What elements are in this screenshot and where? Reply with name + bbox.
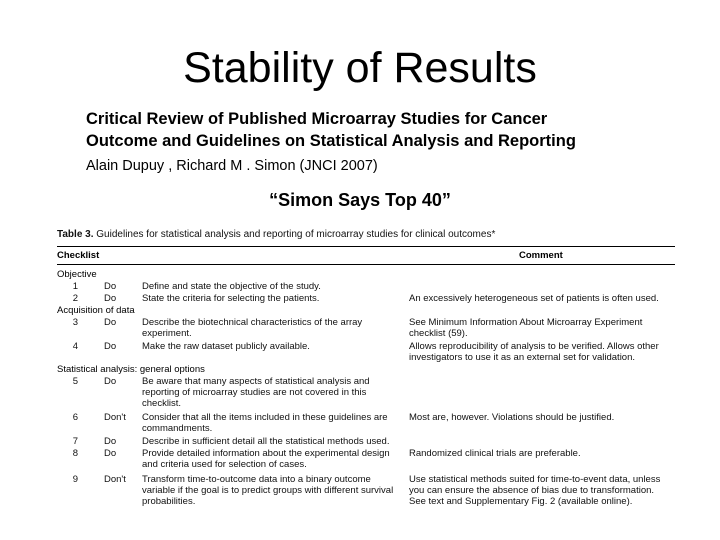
row-item: Describe in sufficient detail all the statistical methods used. — [142, 436, 390, 447]
row-comment: An excessively heterogeneous set of patients is often used. — [409, 293, 659, 304]
row-comment: See Minimum Information About Microarray Experiment checklist (59). — [409, 317, 643, 339]
slide-title: Stability of Results — [183, 44, 537, 92]
row-comment: Randomized clinical trials are preferable. — [409, 448, 581, 459]
row-item: Make the raw dataset publicly available. — [142, 341, 310, 352]
authors-citation: Alain Dupuy , Richard M . Simon (JNCI 2007) — [86, 158, 378, 174]
table-caption-text: Guidelines for statistical analysis and reporting of microarray studies for clinical outcomes* — [96, 229, 496, 240]
table-caption-label: Table 3. — [57, 229, 94, 240]
row-item: Provide detailed information about the experimental design and criteria used for selection of cases. — [142, 448, 390, 470]
row-comment: Use statistical methods suited for time-to-event data, unless you can ensure the absence of bias due to transformation. See text and Supplementary Fig. 2 (available online). — [409, 474, 661, 507]
row-number: 6 — [72, 412, 78, 423]
row-item: Define and state the objective of the study. — [142, 281, 321, 292]
tagline: “Simon Says Top 40” — [269, 190, 451, 210]
row-number: 4 — [72, 341, 78, 352]
row-action: Do — [104, 281, 117, 292]
row-number: 8 — [72, 448, 78, 459]
row-number: 3 — [72, 317, 78, 328]
section-heading-statistical-analysis: Statistical analysis: general options — [57, 364, 205, 375]
table-caption — [57, 228, 495, 242]
row-item: Be aware that many aspects of statistical analysis and reporting of microarray studies are not covered in this checklist. — [142, 376, 370, 409]
section-heading-acquisition: Acquisition of data — [57, 305, 135, 316]
row-number: 5 — [72, 376, 78, 387]
row-action: Do — [104, 448, 117, 459]
paper-title-line-1: Critical Review of Published Microarray Studies for Cancer — [86, 110, 548, 128]
row-item: Describe the biotechnical characteristics of the array experiment. — [142, 317, 363, 339]
row-action: Do — [104, 436, 117, 447]
row-action: Do — [104, 317, 117, 328]
row-action: Don't — [104, 412, 126, 423]
row-item: State the criteria for selecting the patients. — [142, 293, 320, 304]
paper-title-line-2: Outcome and Guidelines on Statistical Analysis and Reporting — [86, 132, 576, 150]
row-action: Do — [104, 341, 117, 352]
table-header-rule — [57, 264, 675, 265]
row-action: Don't — [104, 474, 126, 485]
column-header-comment: Comment — [519, 250, 563, 261]
row-action: Do — [104, 376, 117, 387]
row-action: Do — [104, 293, 117, 304]
row-number: 7 — [72, 436, 78, 447]
row-comment: Most are, however. Violations should be justified. — [409, 412, 615, 423]
section-heading-objective: Objective — [57, 269, 97, 280]
row-item: Transform time-to-outcome data into a binary outcome variable if the goal is to predict groups with different survival probabilities. — [142, 474, 394, 507]
row-number: 1 — [72, 281, 78, 292]
paper-title — [86, 108, 686, 152]
column-header-checklist: Checklist — [57, 250, 100, 261]
row-number: 2 — [72, 293, 78, 304]
row-number: 9 — [72, 474, 78, 485]
row-item: Consider that all the items included in these guidelines are commandments. — [142, 412, 388, 434]
table-top-rule — [57, 246, 675, 247]
row-comment: Allows reproducibility of analysis to be verified. Allows other investigators to use it as an external set for validation. — [409, 341, 659, 363]
